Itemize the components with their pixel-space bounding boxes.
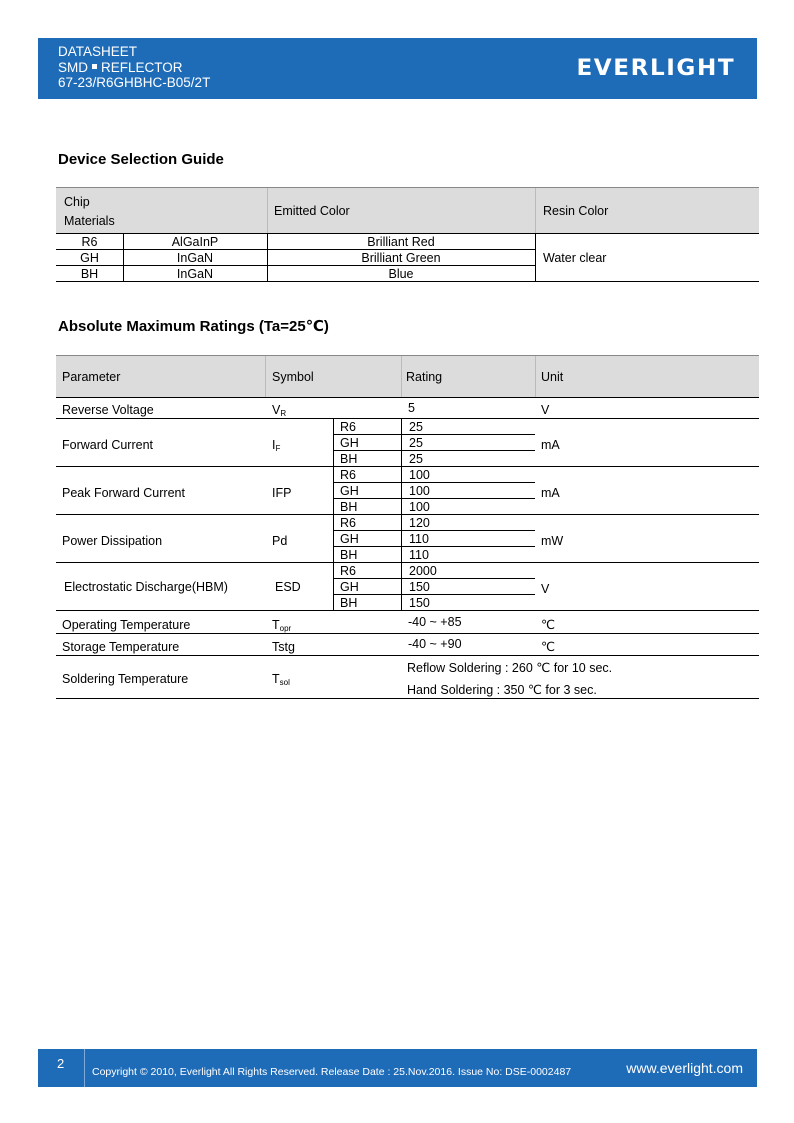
pfc-value-r6: 100 (409, 468, 430, 482)
sel-color-bh: Blue (388, 267, 414, 281)
pd-code-r6: R6 (340, 516, 356, 530)
header-emitted-color: Emitted Color (274, 204, 350, 218)
sel-material-r6: AlGaInP (171, 235, 219, 249)
page-footer (38, 1049, 757, 1087)
fc-code-bh: BH (340, 452, 358, 466)
sel-code-bh: BH (80, 267, 99, 281)
pd-value-r6: 120 (409, 516, 430, 530)
pfc-code-bh: BH (340, 500, 358, 514)
fc-value-r6: 25 (409, 420, 423, 434)
ratings-title: Absolute Maximum Ratings (Ta=25℃) (58, 318, 329, 335)
pd-value-gh: 110 (409, 532, 429, 546)
param-soldering-temp: Soldering Temperature (62, 672, 189, 686)
unit-esd: V (541, 582, 550, 596)
param-operating-temp: Operating Temperature (62, 618, 191, 632)
esd-code-bh: BH (340, 596, 358, 610)
everlight-logo: EVERLIGHT (576, 56, 735, 81)
page-header (38, 38, 757, 99)
unit-operating-temp: ℃ (541, 618, 556, 632)
header-line-category (58, 60, 210, 76)
rating-operating-temp: -40 ~ +85 (408, 615, 462, 629)
header-rating: Rating (406, 370, 443, 384)
rating-hand-soldering: Hand Soldering : 350 ℃ for 3 sec. (407, 683, 597, 697)
unit-reverse-voltage: V (541, 403, 550, 417)
page-number: 2 (57, 1056, 65, 1071)
pfc-code-r6: R6 (340, 468, 356, 482)
header-resin-color: Resin Color (543, 204, 609, 218)
header-parameter: Parameter (62, 370, 121, 384)
esd-code-r6: R6 (340, 564, 356, 578)
rating-storage-temp: -40 ~ +90 (408, 637, 462, 651)
rating-reverse-voltage: 5 (408, 401, 415, 415)
param-power-dissipation: Power Dissipation (62, 534, 163, 548)
unit-power-dissipation: mW (541, 534, 564, 548)
website-link[interactable]: www.everlight.com (626, 1060, 743, 1076)
copyright-text: Copyright © 2010, Everlight All Rights Reserved. Release Date : 25.Nov.2016. Issue No: DSE-0002487 (92, 1066, 572, 1078)
fc-value-gh: 25 (409, 436, 423, 450)
header-chip: Chip (64, 195, 90, 209)
unit-peak-forward-current: mA (541, 486, 560, 500)
sym-esd: ESD (275, 580, 301, 594)
sel-code-gh: GH (80, 251, 99, 265)
header-reflector: REFLECTOR (101, 59, 183, 75)
pd-value-bh: 110 (409, 548, 429, 562)
param-reverse-voltage: Reverse Voltage (62, 403, 154, 417)
sel-material-gh: InGaN (176, 251, 214, 265)
sym-forward-current: $I_F$ (272, 438, 281, 453)
fc-value-bh: 25 (409, 452, 423, 466)
resin-water-clear: Water clear (543, 251, 607, 265)
sym-storage-temp: Tstg (272, 640, 295, 654)
param-forward-current: Forward Current (62, 438, 153, 452)
footer-divider (84, 1049, 85, 1087)
fc-code-r6: R6 (340, 420, 356, 434)
sym-soldering-temp: $T_{sol}$ (272, 672, 290, 687)
header-part-number: 67-23/R6GHBHC-B05/2T (58, 75, 211, 90)
sel-material-bh: InGaN (176, 267, 214, 281)
param-peak-forward-current: Peak Forward Current (62, 486, 185, 500)
pd-code-bh: BH (340, 548, 358, 562)
header-line-datasheet: DATASHEET (58, 44, 138, 59)
sel-code-r6: R6 (81, 235, 98, 249)
square-bullet-icon (92, 64, 97, 69)
esd-code-gh: GH (340, 580, 359, 594)
sym-peak-forward-current: IFP (272, 486, 292, 500)
pfc-value-gh: 100 (409, 484, 430, 498)
rating-reflow-soldering: Reflow Soldering : 260 ℃ for 10 sec. (407, 661, 613, 675)
sym-reverse-voltage: $V_R$ (272, 403, 287, 418)
selection-guide-title: Device Selection Guide (58, 151, 224, 168)
header-materials: Materials (64, 214, 115, 228)
unit-storage-temp: ℃ (541, 640, 556, 654)
header-symbol: Symbol (272, 370, 314, 384)
param-storage-temp: Storage Temperature (62, 640, 180, 654)
esd-value-r6: 2000 (409, 564, 437, 578)
sym-power-dissipation: Pd (272, 534, 288, 548)
sel-color-gh: Brilliant Green (361, 251, 441, 265)
param-esd: Electrostatic Discharge(HBM) (64, 580, 228, 594)
pfc-value-bh: 100 (409, 500, 430, 514)
header-doc-info (58, 44, 210, 91)
header-unit: Unit (541, 370, 564, 384)
sym-operating-temp: $T_{opr}$ (272, 618, 292, 633)
fc-code-gh: GH (340, 436, 359, 450)
pd-code-gh: GH (340, 532, 359, 546)
esd-value-bh: 150 (409, 596, 430, 610)
unit-forward-current: mA (541, 438, 560, 452)
header-smd: SMD (58, 59, 88, 75)
sel-color-r6: Brilliant Red (367, 235, 435, 249)
selection-header-bg (56, 188, 759, 233)
esd-value-gh: 150 (409, 580, 430, 594)
pfc-code-gh: GH (340, 484, 359, 498)
